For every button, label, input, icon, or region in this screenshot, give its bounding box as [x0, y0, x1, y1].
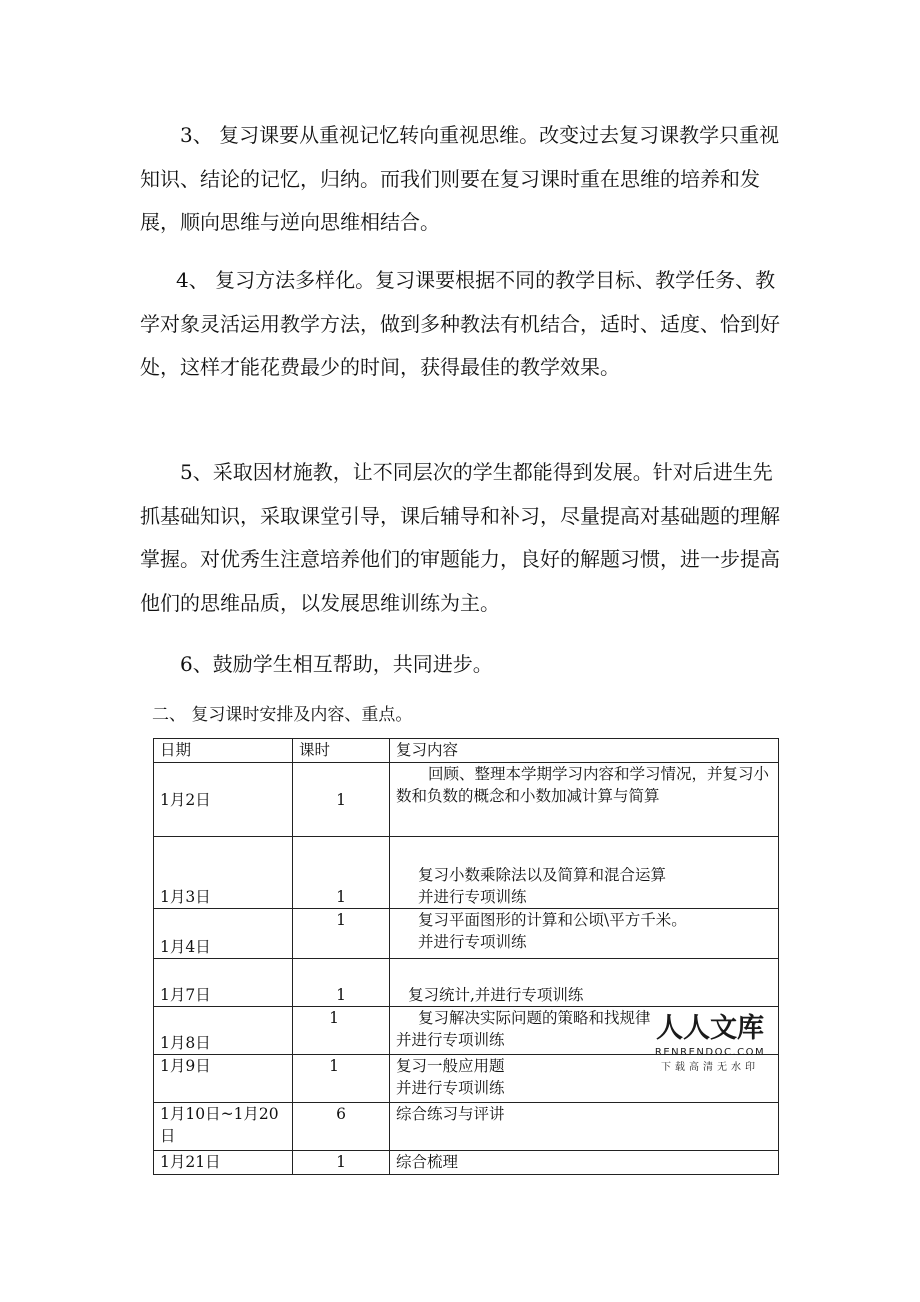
paragraph-4: 4、 复习方法多样化。复习课要根据不同的教学目标、教学任务、教学对象灵活运用教学方法，做到多种教法有机结合，适时、适度、恰到好处，这样才能花费最少的时间，获得最佳的教学效果。: [140, 268, 780, 379]
watermark-logo: [647, 1012, 773, 1076]
row-hours: 1: [293, 959, 390, 1007]
watermark-subtitle: 下载高清无水印: [661, 1062, 759, 1073]
header-content: 复习内容: [390, 739, 779, 763]
row-hours: 1: [293, 837, 390, 909]
row-hours: 1: [293, 1055, 390, 1103]
row-date: 1月8日: [154, 1007, 293, 1055]
row-hours: 1: [293, 763, 390, 837]
row-hours: 1: [293, 1151, 390, 1175]
row-date: 1月2日: [154, 763, 293, 837]
row-content: 综合梳理: [390, 1151, 779, 1175]
row-date: 1月4日: [154, 909, 293, 959]
row-content: 综合练习与评讲: [390, 1103, 779, 1151]
row-date: 1月21日: [154, 1151, 293, 1175]
table-row: [154, 763, 779, 837]
row-content: 复习统计,并进行专项训练: [390, 959, 779, 1007]
row-hours: 6: [293, 1103, 390, 1151]
table-row: [154, 837, 779, 909]
watermark-url: RENRENDOC.COM: [654, 1047, 766, 1058]
row-content: 复习平面图形的计算和公顷\平方千米。 并进行专项训练: [390, 909, 779, 959]
watermark-title: 人人文库: [656, 1013, 764, 1044]
table-header-row: [154, 739, 779, 763]
row-date: 1月10日~1月20日: [154, 1103, 293, 1151]
row-date: 1月7日: [154, 959, 293, 1007]
table-row: [154, 909, 779, 959]
paragraph-3: 3、 复习课要从重视记忆转向重视思维。改变过去复习课教学只重视知识、结论的记忆，归纳。而我们则要在复习课时重在思维的培养和发展，顺向思维与逆向思维相结合。: [140, 123, 780, 234]
table-row: [154, 1103, 779, 1151]
header-date: 日期: [154, 739, 293, 763]
review-schedule-table: [153, 738, 779, 1175]
row-hours: 1: [293, 909, 390, 959]
row-date: 1月9日: [154, 1055, 293, 1103]
row-content: 回顾、整理本学期学习内容和学习情况，并复习小数和负数的概念和小数加减计算与简算: [390, 763, 779, 837]
paragraph-5: 5、采取因材施教，让不同层次的学生都能得到发展。针对后进生先抓基础知识，采取课堂引导，课后辅导和补习，尽量提高对基础题的理解掌握。对优秀生注意培养他们的审题能力，良好的解题习惯，进一步提高他们的思维品质，以发展思维训练为主。: [140, 460, 780, 615]
row-date: 1月3日: [154, 837, 293, 909]
row-content: 复习一般应用题 并进行专项训练: [390, 1055, 779, 1103]
row-content: 复习小数乘除法以及简算和混合运算 并进行专项训练: [390, 837, 779, 909]
row-hours: 1: [293, 1007, 390, 1055]
table-row: [154, 959, 779, 1007]
section-2-heading: 二、 复习课时安排及内容、重点。: [152, 705, 413, 725]
header-hours: 课时: [293, 739, 390, 763]
paragraph-6: 6、鼓励学生相互帮助，共同进步。: [180, 652, 493, 676]
table-row: [154, 1151, 779, 1175]
row-content: 复习解决实际问题的策略和找规律 并进行专项训练: [390, 1007, 779, 1055]
